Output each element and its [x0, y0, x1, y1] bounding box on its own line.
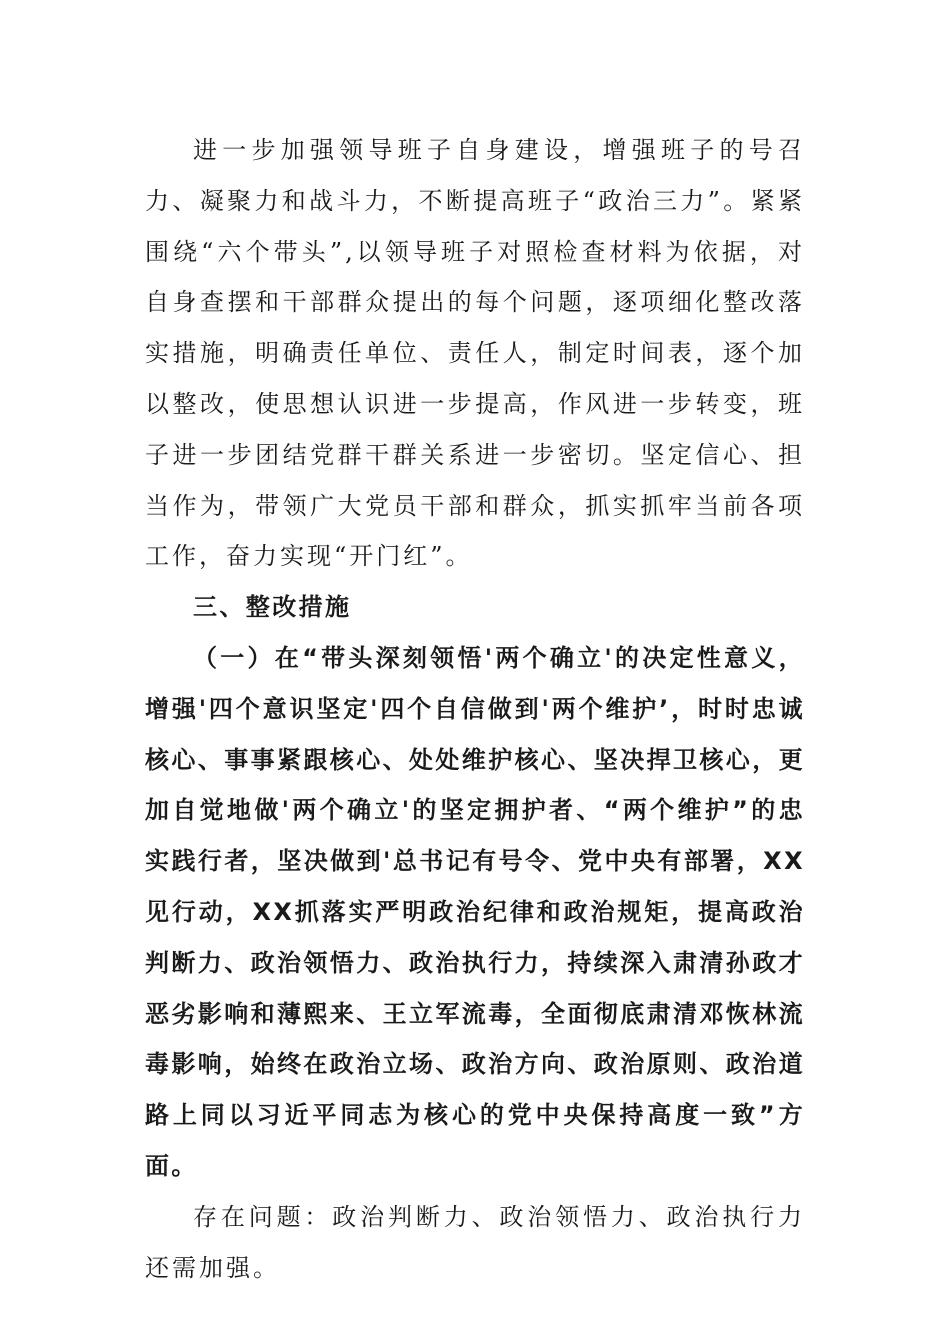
paragraph-measure-one: （一）在“带头深刻领悟'两个确立'的决定性意义，增强'四个意识坚定'四个自信做到'两个维护’，时时忠诚核心、事事紧跟核心、处处维护核心、坚决捍卫核心，更加自觉地做'两个确立'的坚定拥护者、“两个维护”的忠实践行者，坚决做到'总书记有号令、党中央有部署，XX见行动，XX抓落实严明政治纪律和政治规矩，提高政治判断力、政治领悟力、政治执行力，持续深入肃清孙政才恶劣影响和薄熙来、王立军流毒，全面彻底肃清邓恢林流毒影响，始终在政治立场、政治方向、政治原则、政治道路上同以习近平同志为核心的党中央保持高度一致”方面。 [145, 643, 805, 1180]
section-heading-rectification-measures: 三、整改措施 [193, 593, 352, 622]
paragraph-existing-problem: 存在问题：政治判断力、政治领悟力、政治执行力还需加强。 [145, 1202, 805, 1282]
paragraph-leadership-building: 进一步加强领导班子自身建设，增强班子的号召力、凝聚力和战斗力，不断提高班子“政治三力”。紧紧围绕“六个带头”,以领导班子对照检查材料为依据，对自身查摆和干部群众提出的每个问题，逐项细化整改落实措施，明确责任单位、责任人，制定时间表，逐个加以整改，使思想认识进一步提高，作风进一步转变，班子进一步团结党群干群关系进一步密切。坚定信心、担当作为，带领广大党员干部和群众，抓实抓牢当前各项工作，奋力实现“开门红”。 [145, 136, 805, 571]
document-body [145, 125, 805, 1293]
